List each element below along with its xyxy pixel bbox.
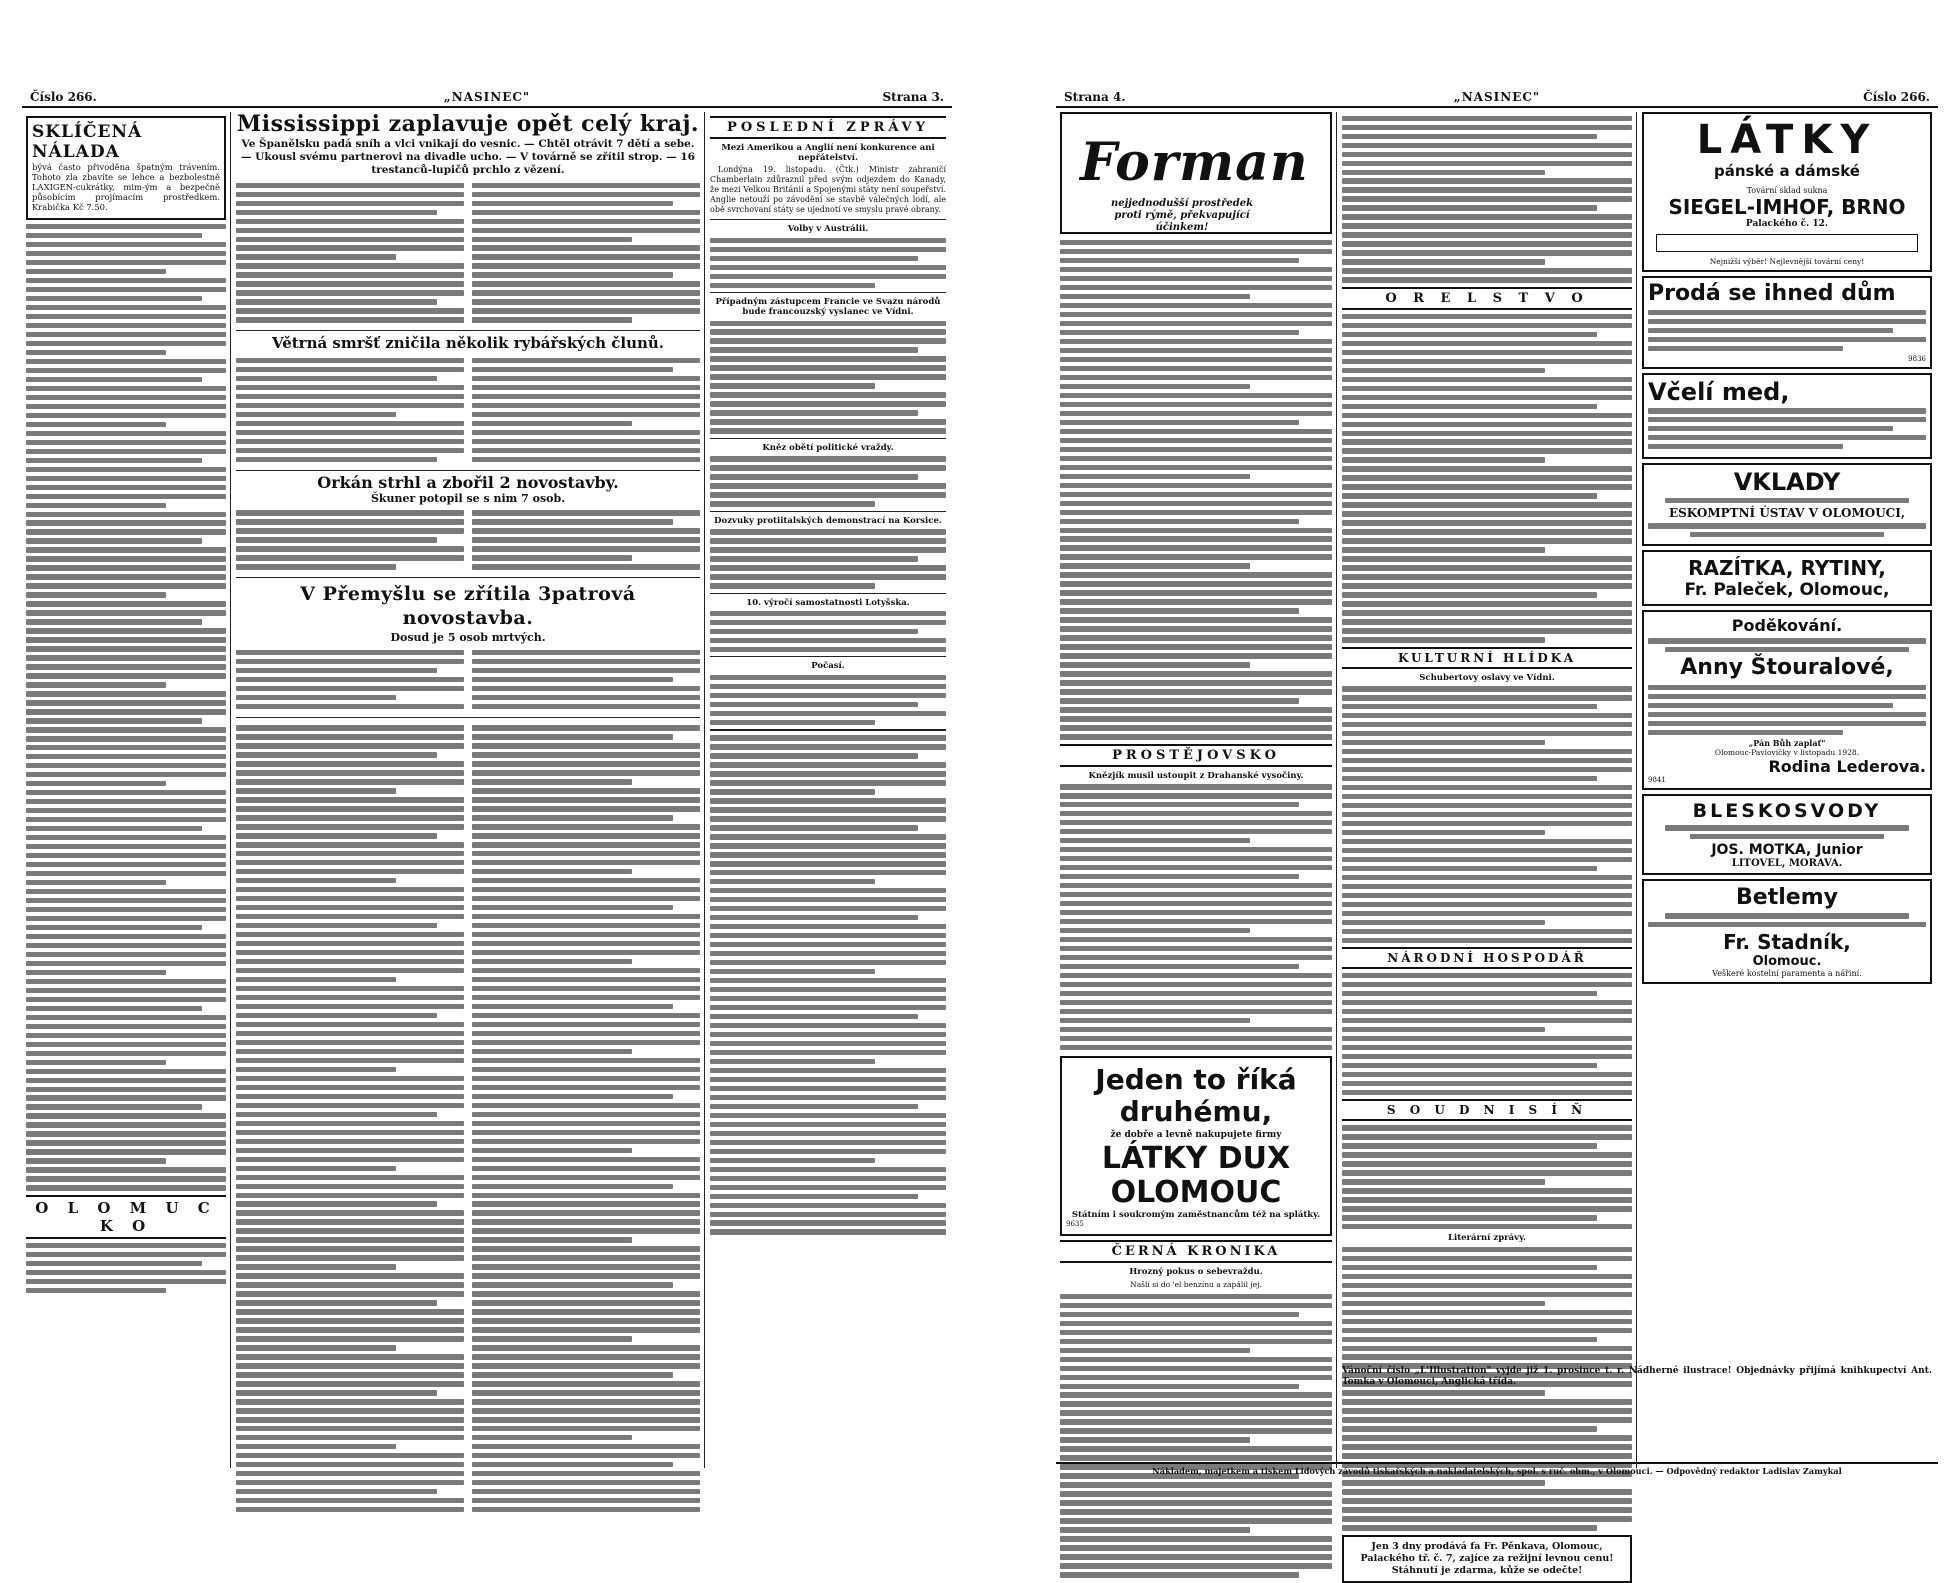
headline-knez-vrazda: Kněz obětí politické vraždy. — [762, 442, 894, 453]
ad-firm: Fr. Stadník, — [1723, 930, 1851, 955]
headline-knezjik: Knězjík musil ustoupit z Drahanské vysočiny. — [1088, 770, 1304, 781]
newspaper-page-3 — [22, 86, 952, 1476]
masthead: „NASINEC" — [1453, 90, 1541, 104]
ad-headline: Prodá se ihned dům — [1648, 281, 1896, 306]
headline-volby-australie: Volby v Austrálii. — [787, 224, 869, 234]
headline-smrst: Větrná smršť zničila několik rybářských člunů. — [271, 334, 665, 353]
column-2 — [1342, 112, 1632, 1576]
penkava-ad: Jen 3 dny prodává fa Fr. Pěnkava, Olomouc, Palackého tř. č. 7, zajíce za režijní levnou cenu! Stáhnutí je zdarma, kůže se odečte! — [1342, 1535, 1632, 1583]
ad-title: SKLÍČENÁ NÁLADA — [32, 122, 143, 162]
ad-place: LITOVEL, MORAVA. — [1731, 858, 1843, 870]
betlemy-ad — [1642, 879, 1932, 984]
ad-bank: ESKOMPTNÍ ÚSTAV V OLOMOUCI, — [1668, 506, 1906, 521]
subheadline-premysl: Dosud je 5 osob mrtvých. — [390, 631, 546, 645]
page-number: Strana 4. — [1064, 90, 1126, 104]
ad-name: Anny Štouralové, — [1680, 654, 1894, 680]
ad-place: Olomouc. — [1752, 954, 1822, 970]
page-number: Strana 3. — [882, 90, 944, 104]
ad-number: 9836 — [1908, 354, 1926, 363]
ad-quote: „Pán Bůh zaplať" — [1748, 738, 1826, 749]
column-4 — [710, 112, 946, 1468]
page-header — [1056, 86, 1938, 106]
headline-amerika-anglie: Mezi Amerikou a Anglií není konkurence ani nepřátelství. — [721, 143, 935, 163]
ad-firm: Fr. Paleček, Olomouc, — [1684, 580, 1890, 601]
headline-korsika: Dozvuky protiitalských demonstrací na Korsice. — [714, 515, 942, 526]
headline-mississippi: Mississippi zaplavuje opět celý kraj. — [236, 111, 700, 137]
ad-number: 9635 — [1066, 1220, 1084, 1229]
article-body — [26, 224, 226, 1191]
vklady-ad — [1642, 463, 1932, 546]
section-posledni-zpravy: POSLEDNÍ ZPRÁVY — [710, 116, 946, 139]
ad-sub: pánské a dámské — [1714, 162, 1860, 180]
latky-dux-ad — [1060, 1056, 1332, 1236]
siegel-imhof-ad — [1642, 112, 1932, 272]
newspaper-page-4 — [1056, 86, 1938, 1576]
section-olomoucko: O L O M U C K O — [26, 1195, 226, 1239]
section-cerna-kronika: ČERNÁ KRONIKA — [1060, 1240, 1332, 1263]
podekovani-ad — [1642, 610, 1932, 790]
headline-lotyssko: 10. výročí samostatnosti Lotyšska. — [746, 597, 910, 608]
page-gutter — [952, 0, 1056, 1501]
forman-ad — [1060, 112, 1332, 234]
article-amerika-anglie: Londýna 19. listopadu. (Čtk.) Ministr zahraničí Chamberlain zdůraznil před svým odjezdem do Kanady, že mezi Velkou Británií a Spojenými státy není soupeřství. Anglie netouží po závodění se stavbě válečných lodí, ale obě svrchovaní státy se ujednotí ve smyslu pravé obrany. — [710, 165, 946, 214]
ad-text: bývá často přivoděna špatným trávením. Tohoto zla zbavíte se lehce a bezbolestně LAXIGEN-cukrátky, mim-ým a bezpečně působícím projímacím prostředkem. Krabička Kč 7.50. — [32, 162, 220, 212]
headline-literarni: Literární zprávy. — [1448, 1233, 1526, 1244]
section-soudni-sin: S O U D N I S Í Ň — [1342, 1099, 1632, 1121]
ad-headline: Poděkování. — [1731, 616, 1843, 636]
med-ad — [1642, 373, 1932, 460]
headline-francie-svaz: Případným zástupcem Francie ve Svazu národů bude francouzský vyslanec ve Vídni. — [715, 296, 941, 317]
illustration-notice: Vánoční číslo „L'Illustration" vyjde již 1. prosince t. r. Nádherné ilustrace! Objednávky přijímá knihkupectví Ant. Tomka v Olomouci, Anglická třída. — [1342, 1366, 1932, 1387]
ad-address: Palackého č. 12. — [1745, 219, 1829, 229]
ad-subtext: že dobře a levně nakupujete firmy — [1110, 1130, 1282, 1141]
ad-place-date: Olomouc-Pavlovičky v listopadu 1928. — [1714, 748, 1860, 758]
headline-pocasi: Počasí. — [811, 661, 845, 672]
section-prostejovsko: PROSTĚJOVSKO — [1060, 744, 1332, 767]
ad-firm-name: LÁTKY DUX OLOMOUC — [1101, 1141, 1291, 1211]
imprint: Nákladem, majetkem a tiskem Lidových závodů tiskařských a nakladatelských, spol. s ruč. obm., v Olomouci. — Odpovědný redaktor Ladislav Zamykal — [1056, 1462, 1938, 1476]
ad-headline: Včelí med, — [1648, 377, 1790, 406]
ad-headline: Jeden to říká druhému, — [1095, 1063, 1297, 1129]
section-kulturni-hlidka: KULTURNÍ HLÍDKA — [1342, 647, 1632, 669]
ad-headline: BLESKOSVODY — [1692, 800, 1882, 823]
ad-footer: Nejnižší výběr! Nejlevnější tovární ceny! — [1709, 257, 1865, 266]
ad-line1: Tovární sklad sukna — [1746, 186, 1828, 195]
ad-headline: Betlemy — [1736, 885, 1838, 911]
section-narodni-hospodar: NÁRODNÍ HOSPODÁŘ — [1342, 947, 1632, 969]
ad-headline: LÁTKY — [1696, 117, 1878, 163]
ad-firm: JOS. MOTKA, Junior — [1711, 842, 1863, 859]
ad-note: Státním i soukromým zaměstnancům též na splátky. — [1071, 1210, 1321, 1221]
laxigen-ad — [26, 116, 226, 220]
subheadline-sebevrazda: Našli si do 'el benzínu a zapálil jej. — [1130, 1280, 1262, 1290]
ad-headline: VKLADY — [1733, 468, 1841, 497]
headline-schubert: Schubertovy oslavy ve Vídni. — [1419, 672, 1555, 683]
ad-headline: RAZÍTKA, RYTINY, — [1688, 556, 1886, 581]
subheadline-orkan: Škuner potopil se s nim 7 osob. — [370, 491, 566, 505]
ad-signature: Rodina Lederova. — [1768, 757, 1926, 777]
column-3-ads — [1642, 112, 1932, 1468]
column-1 — [26, 112, 226, 1468]
ad-footer: Veškeré kostelní paramenta a nářiní. — [1712, 969, 1862, 979]
page-header — [22, 86, 952, 106]
ad-number: 9841 — [1648, 776, 1666, 785]
headline-orkan: Orkán strhl a zbořil 2 novostavby. — [317, 472, 619, 492]
forman-logo: Forman — [1080, 132, 1309, 193]
issue-number: Číslo 266. — [1863, 90, 1930, 104]
headline-premysl: V Přemyšlu se zřítila 3patrová novostavba. — [300, 583, 636, 630]
forman-slogan: nejjednodušší prostředek proti rýmě, překvapující účinkem! — [1110, 198, 1254, 233]
ad-firm: SIEGEL-IMHOF, BRNO — [1668, 195, 1906, 219]
dum-ad — [1642, 276, 1932, 369]
bleskosvody-ad — [1642, 794, 1932, 875]
column-2-3 — [236, 112, 700, 1468]
column-1 — [1060, 112, 1332, 1468]
subheadline-mississippi: Ve Španělsku padá sníh a vlci vnikají do vesnic. — Chtěl otrávit 7 dětí a sebe. — Ukousl svému partnerovi na divadle ucho. — V továrně se zřítil strop. — 16 trestanců-lupičů prchlo z vězení. — [241, 138, 695, 176]
issue-number: Číslo 266. — [30, 90, 97, 104]
razitka-ad — [1642, 550, 1932, 606]
section-orelstvo: O R E L S T V O — [1342, 287, 1632, 310]
masthead: „NASINEC" — [443, 90, 531, 104]
headline-sebevrazda: Hrozný pokus o sebevraždu. — [1129, 1267, 1263, 1278]
